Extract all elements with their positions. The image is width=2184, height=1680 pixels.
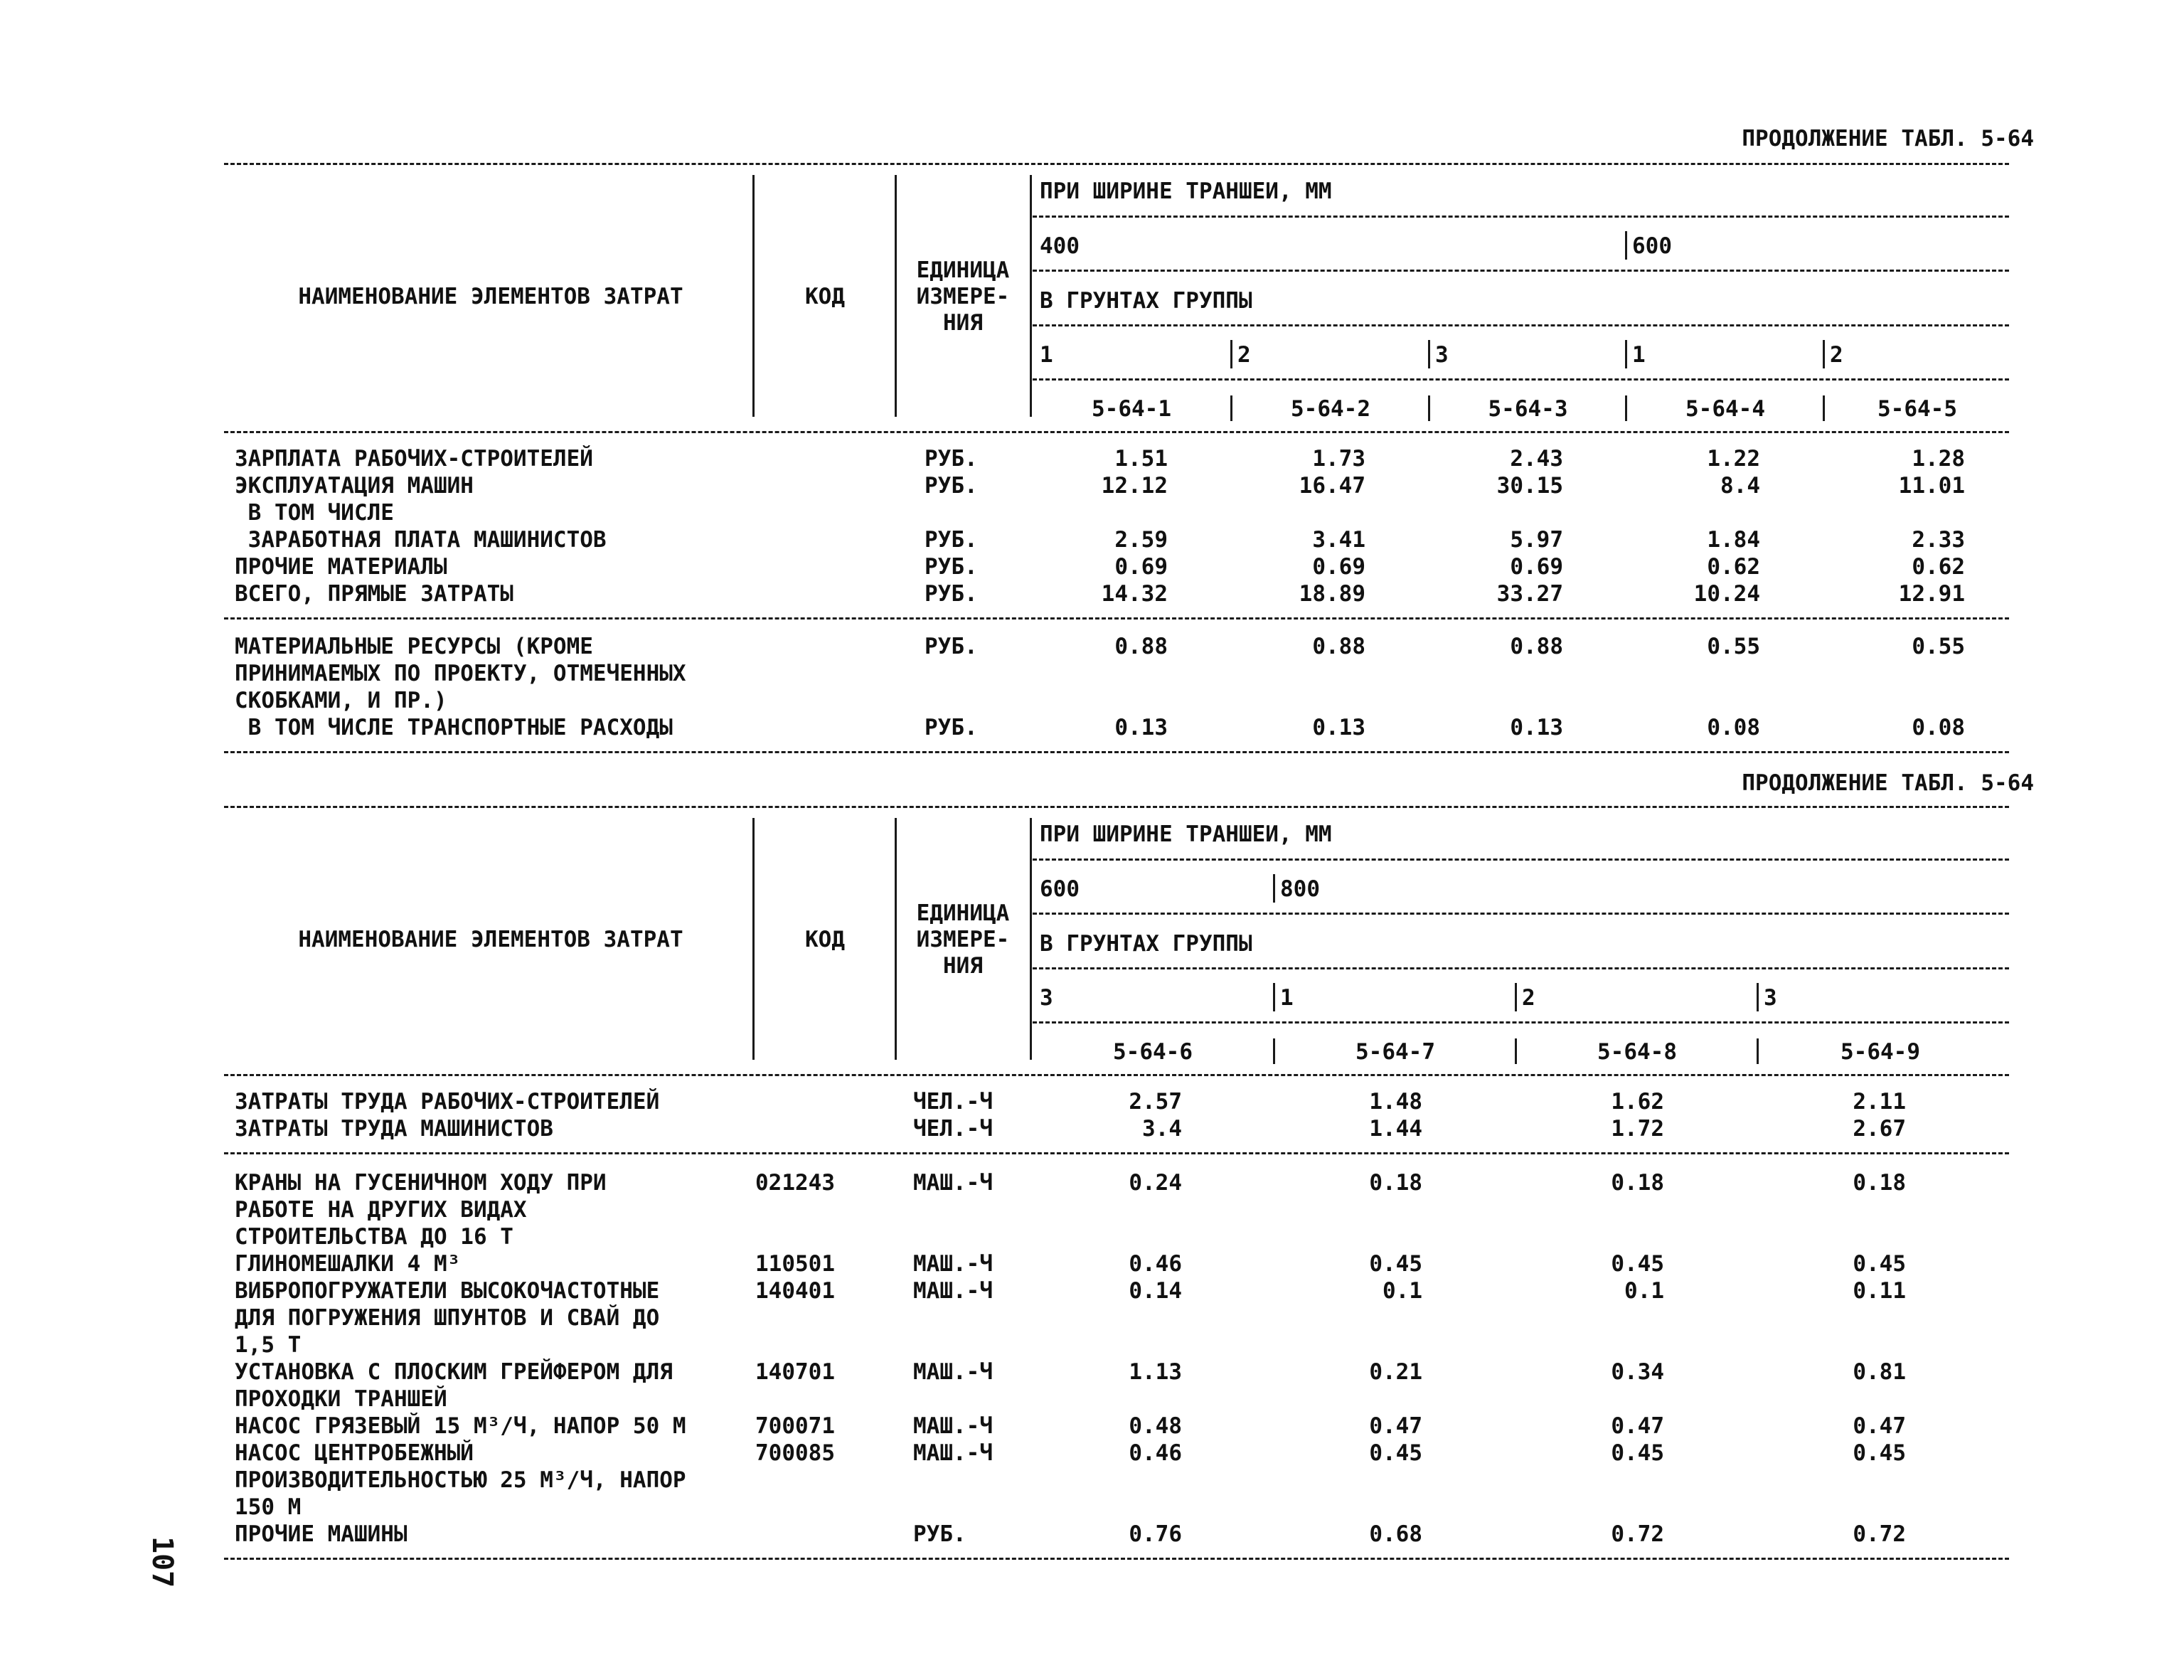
table1-header-sep [1625,395,1627,421]
row-code: 140401 [755,1278,835,1304]
table2-header-sep [1273,874,1275,903]
row-value: 0.14 [1129,1278,1182,1304]
row-name: НАСОС ГРЯЗЕВЫЙ 15 М³/Ч, НАПОР 50 М [235,1413,686,1439]
table1-header-sep [1823,395,1825,421]
page-number: 107 [146,1536,179,1588]
table2-caption: ПРОДОЛЖЕНИЕ ТАБЛ. 5-64 [1742,770,2034,796]
row-value: 10.24 [1693,581,1760,607]
row-value: 1.62 [1611,1089,1664,1115]
table1-divider-unit-cols [1030,175,1032,417]
row-value: 0.72 [1853,1521,1906,1547]
table1-header-rule-4 [1033,378,2009,381]
table2-header-unit-l3: НИЯ [943,953,983,979]
row-code: 110501 [755,1251,835,1277]
table2-header-sep [1515,1038,1517,1064]
row-code: 700071 [755,1413,835,1439]
row-name: НАСОС ЦЕНТРОБЕЖНЫЙ [235,1440,474,1466]
table1-header-sep [1625,231,1627,260]
row-value: 0.1 [1383,1278,1422,1304]
table2-group-3: 3 [1040,985,1053,1011]
table2-group-2: 2 [1522,985,1535,1011]
table2-group-1: 1 [1280,985,1294,1011]
row-value: 18.89 [1299,581,1365,607]
row-value: 0.88 [1510,634,1563,659]
row-value: 1.48 [1369,1089,1422,1115]
table2-header-rule-1 [1033,858,2009,861]
row-name: В ТОМ ЧИСЛЕ ТРАНСПОРТНЫЕ РАСХОДЫ [235,715,673,740]
table2-header-sep [1273,1038,1275,1064]
row-value: 0.18 [1853,1170,1906,1196]
row-name: КРАНЫ НА ГУСЕНИЧНОМ ХОДУ ПРИ [235,1170,607,1196]
row-value: 0.11 [1853,1278,1906,1304]
table2-divider-unit-cols [1030,818,1032,1060]
table2-header-unit-l1: ЕДИНИЦА [916,900,1010,926]
table2-col-num-8: 5-64-8 [1597,1039,1677,1065]
row-value: 0.45 [1853,1251,1906,1277]
row-name: ЗАРПЛАТА РАБОЧИХ-СТРОИТЕЛЕЙ [235,446,593,472]
table1-header-rule-3 [1033,324,2009,326]
row-value: 0.13 [1510,715,1563,740]
row-unit: МАШ.-Ч [913,1440,993,1466]
row-name: ЭКСПЛУАТАЦИЯ МАШИН [235,473,474,499]
row-unit: МАШ.-Ч [913,1359,993,1385]
table1-header-sep [1230,395,1232,421]
table2-header-width-600: 600 [1040,876,1080,902]
row-value: 0.69 [1510,554,1563,580]
table2-header-sep [1757,983,1759,1011]
table1-group-1: 1 [1040,342,1053,368]
table1-col-num-1: 5-64-1 [1092,396,1171,422]
row-value: 1.28 [1912,446,1965,472]
table2-header-sep [1515,983,1517,1011]
row-value: 2.59 [1114,527,1168,553]
row-value: 1.51 [1114,446,1168,472]
row-code: 700085 [755,1440,835,1466]
row-value: 0.47 [1853,1413,1906,1439]
table1-divider-name-code [752,175,755,417]
table1-header-rule-2 [1033,270,2009,272]
table1-col-num-5: 5-64-5 [1877,396,1957,422]
row-value: 0.69 [1312,554,1365,580]
row-unit: РУБ. [925,581,978,607]
table2-header-soil: В ГРУНТАХ ГРУППЫ [1040,931,1252,957]
row-value: 1.44 [1369,1116,1422,1142]
table2-header-name: НАИМЕНОВАНИЕ ЭЛЕМЕНТОВ ЗАТРАТ [298,927,683,952]
row-name: ПРОХОДКИ ТРАНШЕЙ [235,1386,447,1412]
table1-header-sep [1428,340,1430,368]
table1-top-rule [224,163,2009,165]
row-value: 1.73 [1312,446,1365,472]
row-name: РАБОТЕ НА ДРУГИХ ВИДАХ [235,1197,527,1223]
table2-bottom-rule [224,1558,2009,1560]
row-unit: РУБ. [913,1521,966,1547]
row-value: 2.57 [1129,1089,1182,1115]
row-value: 14.32 [1101,581,1168,607]
row-value: 0.45 [1611,1440,1664,1466]
row-value: 0.45 [1611,1251,1664,1277]
row-value: 0.45 [1369,1251,1422,1277]
row-value: 1.13 [1129,1359,1182,1385]
table1-header-unit-l2: ИЗМЕРЕ- [916,284,1010,309]
table2-col-num-7: 5-64-7 [1355,1039,1435,1065]
table1-header-sep [1230,340,1232,368]
row-value: 0.13 [1312,715,1365,740]
row-value: 11.01 [1898,473,1965,499]
row-name: ПРИНИМАЕМЫХ ПО ПРОЕКТУ, ОТМЕЧЕННЫХ [235,661,686,686]
row-value: 1.22 [1707,446,1760,472]
row-value: 0.47 [1611,1413,1664,1439]
table1-col-num-4: 5-64-4 [1685,396,1765,422]
row-value: 0.68 [1369,1521,1422,1547]
table1-col-num-3: 5-64-3 [1488,396,1568,422]
row-unit: МАШ.-Ч [913,1251,993,1277]
table1-header-bottom-rule [224,431,2009,433]
table2-header-rule-2 [1033,913,2009,915]
table1-group-2: 2 [1237,342,1251,368]
table1-header-sep [1625,340,1627,368]
table1-bottom-rule [224,751,2009,753]
row-value: 0.45 [1853,1440,1906,1466]
row-name: ДЛЯ ПОГРУЖЕНИЯ ШПУНТОВ И СВАЙ ДО [235,1305,660,1331]
row-name: МАТЕРИАЛЬНЫЕ РЕСУРСЫ (КРОМЕ [235,634,593,659]
row-name: В ТОМ ЧИСЛЕ [235,500,394,526]
row-name: ЗАТРАТЫ ТРУДА РАБОЧИХ-СТРОИТЕЛЕЙ [235,1089,660,1115]
table1-header-soil: В ГРУНТАХ ГРУППЫ [1040,288,1252,314]
row-unit: РУБ. [925,634,978,659]
row-value: 0.81 [1853,1359,1906,1385]
row-value: 0.08 [1707,715,1760,740]
row-value: 0.72 [1611,1521,1664,1547]
row-value: 0.76 [1129,1521,1182,1547]
row-unit: МАШ.-Ч [913,1170,993,1196]
table2-top-rule [224,806,2009,808]
row-unit: РУБ. [925,554,978,580]
row-value: 0.21 [1369,1359,1422,1385]
row-name: ПРОЧИЕ МАТЕРИАЛЫ [235,554,447,580]
table1-header-width: ПРИ ШИРИНЕ ТРАНШЕИ, ММ [1040,179,1332,204]
table2-header-width-800: 800 [1280,876,1320,902]
table2-header-sep [1757,1038,1759,1064]
table1-col-num-2: 5-64-2 [1291,396,1370,422]
row-value: 2.11 [1853,1089,1906,1115]
row-value: 0.47 [1369,1413,1422,1439]
row-value: 8.4 [1720,473,1760,499]
row-value: 0.88 [1114,634,1168,659]
table1-caption: ПРОДОЛЖЕНИЕ ТАБЛ. 5-64 [1742,126,2034,151]
row-name: ЗАТРАТЫ ТРУДА МАШИНИСТОВ [235,1116,553,1142]
row-unit: РУБ. [925,527,978,553]
table2-header-width: ПРИ ШИРИНЕ ТРАНШЕИ, ММ [1040,822,1332,847]
row-unit: РУБ. [925,715,978,740]
row-value: 0.69 [1114,554,1168,580]
table2-header-sep [1273,983,1275,1011]
row-value: 0.18 [1369,1170,1422,1196]
row-value: 0.45 [1369,1440,1422,1466]
table1-header-unit-l1: ЕДИНИЦА [916,257,1010,283]
row-value: 33.27 [1496,581,1563,607]
row-value: 12.12 [1101,473,1168,499]
row-unit: МАШ.-Ч [913,1413,993,1439]
row-value: 0.46 [1129,1440,1182,1466]
table1-header-width-400: 400 [1040,233,1080,259]
table1-header-code: КОД [805,284,845,309]
row-value: 0.24 [1129,1170,1182,1196]
row-value: 0.62 [1707,554,1760,580]
table2-group-3b: 3 [1764,985,1777,1011]
table2-divider-name-code [752,818,755,1060]
table1-header-sep [1428,395,1430,421]
row-unit: МАШ.-Ч [913,1278,993,1304]
row-name: СТРОИТЕЛЬСТВА ДО 16 Т [235,1224,513,1250]
row-name: ВСЕГО, ПРЯМЫЕ ЗАТРАТЫ [235,581,513,607]
table1-group-5: 2 [1830,342,1843,368]
row-unit: ЧЕЛ.-Ч [913,1089,993,1115]
row-value: 12.91 [1898,581,1965,607]
row-value: 3.41 [1312,527,1365,553]
row-name: СКОБКАМИ, И ПР.) [235,688,447,713]
table2-header-code: КОД [805,927,845,952]
table2-col-num-9: 5-64-9 [1841,1039,1920,1065]
row-code: 140701 [755,1359,835,1385]
row-value: 2.33 [1912,527,1965,553]
row-unit: РУБ. [925,473,978,499]
row-code: 021243 [755,1170,835,1196]
table1-section-rule [224,617,2009,620]
table2-header-rule-3 [1033,967,2009,969]
row-value: 0.55 [1707,634,1760,659]
row-value: 0.1 [1624,1278,1664,1304]
table1-header-width-600: 600 [1632,233,1672,259]
row-name: 150 М [235,1494,302,1520]
row-value: 2.43 [1510,446,1563,472]
table2-col-num-6: 5-64-6 [1113,1039,1193,1065]
row-value: 0.88 [1312,634,1365,659]
row-value: 2.67 [1853,1116,1906,1142]
row-name: 1,5 Т [235,1332,302,1358]
row-unit: ЧЕЛ.-Ч [913,1116,993,1142]
row-value: 0.13 [1114,715,1168,740]
table1-divider-code-unit [895,175,897,417]
row-name: ПРОЧИЕ МАШИНЫ [235,1521,407,1547]
row-unit: РУБ. [925,446,978,472]
row-name: ЗАРАБОТНАЯ ПЛАТА МАШИНИСТОВ [235,527,607,553]
row-value: 0.18 [1611,1170,1664,1196]
table1-header-sep [1823,340,1825,368]
row-value: 0.48 [1129,1413,1182,1439]
row-value: 3.4 [1142,1116,1182,1142]
table1-group-4: 1 [1632,342,1646,368]
row-value: 0.08 [1912,715,1965,740]
row-value: 0.55 [1912,634,1965,659]
row-value: 0.34 [1611,1359,1664,1385]
table1-header-rule-1 [1033,216,2009,218]
row-name: ПРОИЗВОДИТЕЛЬНОСТЬЮ 25 М³/Ч, НАПОР [235,1467,686,1493]
table2-header-rule-4 [1033,1021,2009,1024]
row-value: 5.97 [1510,527,1563,553]
row-name: УСТАНОВКА С ПЛОСКИМ ГРЕЙФЕРОМ ДЛЯ [235,1359,673,1385]
table1-header-unit-l3: НИЯ [943,310,983,336]
row-name: ВИБРОПОГРУЖАТЕЛИ ВЫСОКОЧАСТОТНЫЕ [235,1278,660,1304]
table2-divider-code-unit [895,818,897,1060]
table2-header-unit-l2: ИЗМЕРЕ- [916,927,1010,952]
table1-header-name: НАИМЕНОВАНИЕ ЭЛЕМЕНТОВ ЗАТРАТ [298,284,683,309]
table2-header-bottom-rule [224,1074,2009,1076]
row-name: ГЛИНОМЕШАЛКИ 4 М³ [235,1251,461,1277]
row-value: 1.84 [1707,527,1760,553]
row-value: 0.62 [1912,554,1965,580]
table2-section-rule [224,1152,2009,1154]
row-value: 1.72 [1611,1116,1664,1142]
row-value: 16.47 [1299,473,1365,499]
row-value: 30.15 [1496,473,1563,499]
row-value: 0.46 [1129,1251,1182,1277]
table1-group-3: 3 [1435,342,1449,368]
